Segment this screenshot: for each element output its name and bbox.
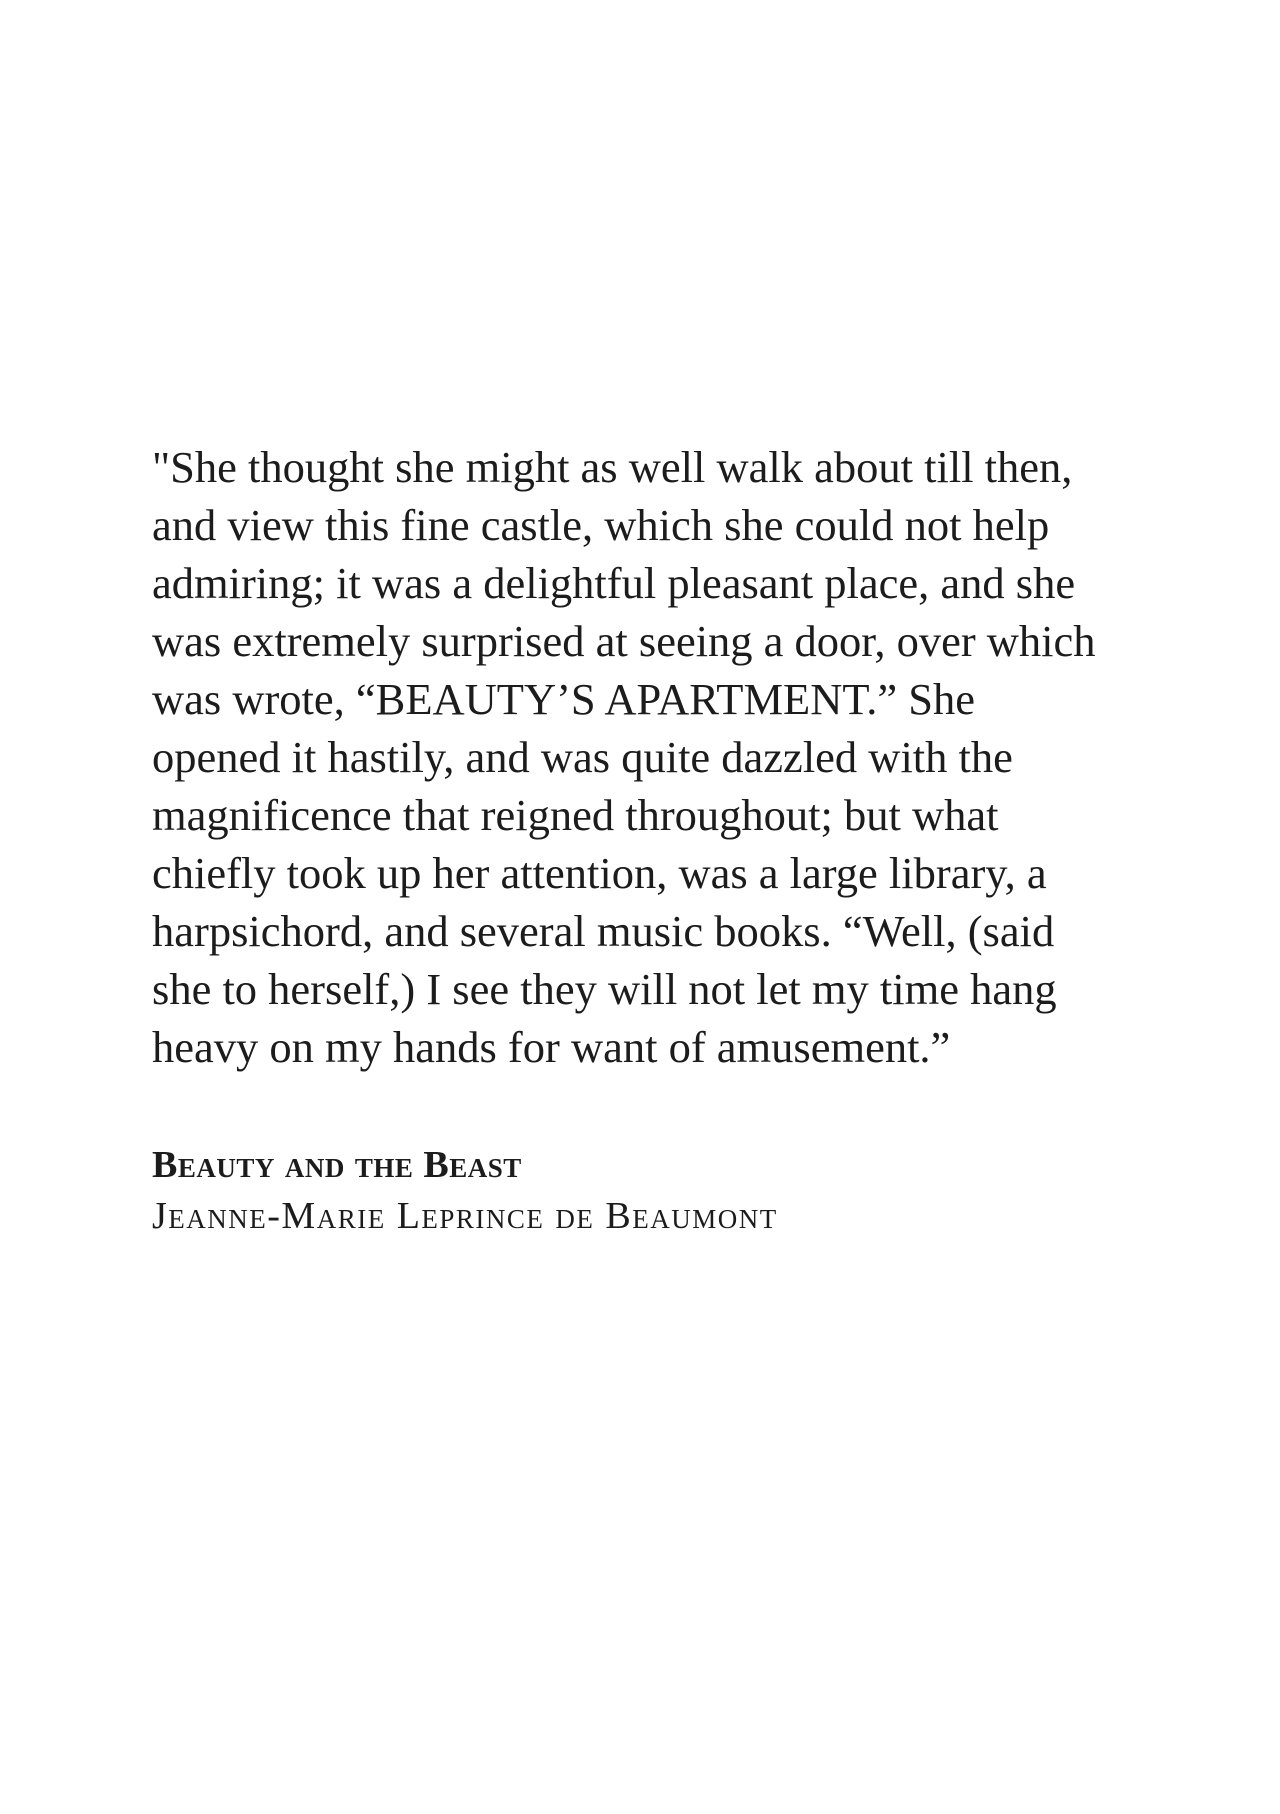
quote-line: magnificence that reigned throughout; but what — [152, 790, 999, 840]
quote-line: admiring; it was a delightful pleasant place, and she — [152, 558, 1076, 608]
quote-line: was extremely surprised at seeing a door, over which — [152, 616, 1096, 666]
quote-line: and view this fine castle, which she could not help — [152, 500, 1050, 550]
quote-line: opened it hastily, and was quite dazzled with the — [152, 732, 1013, 782]
quote-line: heavy on my hands for want of amusement.” — [152, 1022, 951, 1072]
book-title: Beauty and the Beast — [152, 1144, 522, 1186]
quote-line: chiefly took up her attention, was a large library, a — [152, 848, 1047, 898]
attribution — [152, 1140, 1162, 1242]
quote-line: was wrote, “BEAUTY’S APARTMENT.” She — [152, 674, 975, 724]
quote-line: she to herself,) I see they will not let my time hang — [152, 964, 1057, 1014]
author-name: Jeanne-Marie Leprince de Beaumont — [152, 1195, 778, 1237]
quote-line: "She thought she might as well walk about till then, — [152, 442, 1073, 492]
quote-passage — [152, 438, 1162, 1076]
quote-line: harpsichord, and several music books. “Well, (said — [152, 906, 1055, 956]
